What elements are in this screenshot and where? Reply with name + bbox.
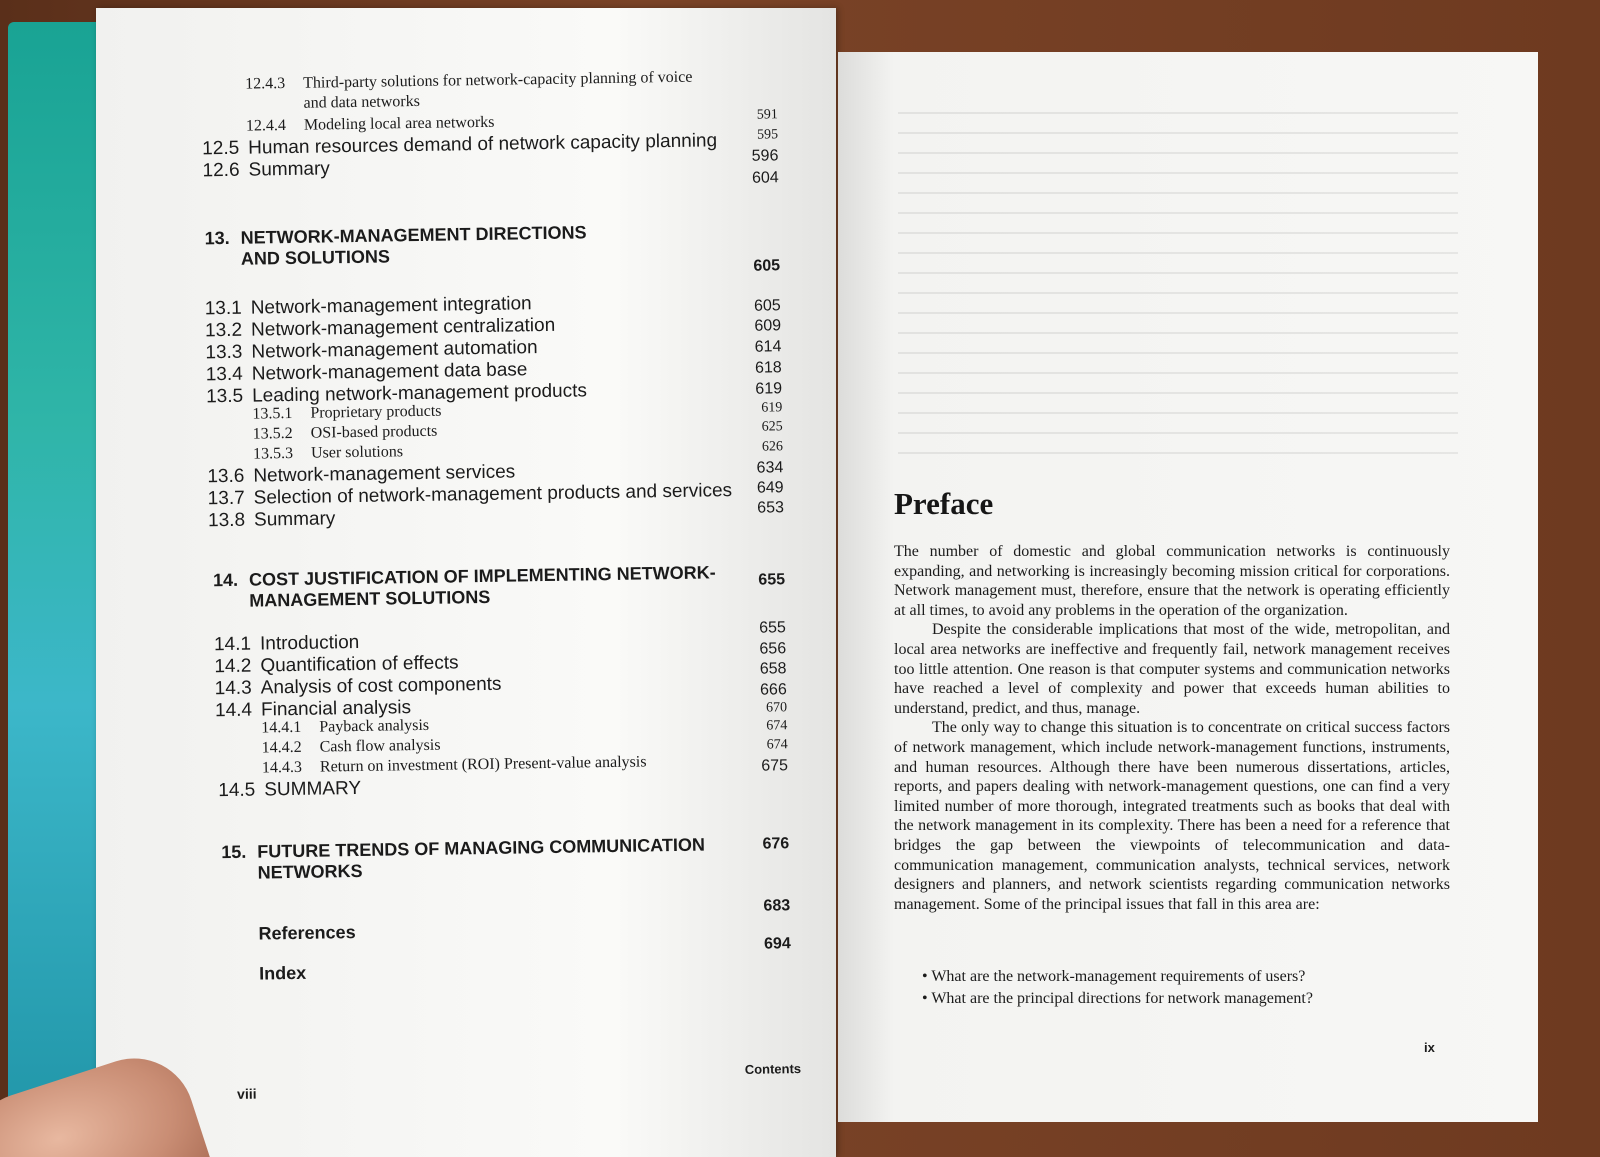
toc-page-number: 595 [756,127,779,143]
toc-page-number: 694 [763,935,791,953]
toc-page-number: 625 [761,419,783,435]
toc-entry: 14.4 Financial analysis [214,697,412,722]
toc-page-number: 674 [766,737,788,753]
toc-page-number: 655 [758,619,786,637]
toc-chapter: 14. COST JUSTIFICATION OF IMPLEMENTING NETWORK- [212,562,716,591]
toc-entry: 13.8 Summary [207,508,336,532]
toc-page-number: 666 [759,681,787,699]
toc-page-number: 655 [758,571,786,589]
toc-chapter: 15. FUTURE TRENDS OF MANAGING COMMUNICATION [221,834,706,863]
toc-chapter: MANAGEMENT SOLUTIONS [249,586,491,611]
toc-references: References [258,922,356,944]
toc-entry: 13.1 Network-management integration [204,293,532,320]
toc-entry: and data networks [303,92,421,112]
bleed-through-text [898,112,1458,472]
paragraph: Despite the considerable implications that most of the wide, metropolitan, and local area networks are ineffective and frequently fail, network management receives too little attention. One reason is that computer systems and communication networks have reached a level of complexity and power that exceeds human abilities to understand, predict, and thus, manage. [894,621,1450,717]
toc-entry: 14.2 Quantification of effects [214,652,459,678]
toc-entry: 13.5.1 Proprietary products [252,402,442,423]
left-page [96,8,836,1157]
toc-page-number: 605 [753,257,781,275]
toc-page-number: 670 [765,700,788,716]
page-folio: ix [1424,1040,1435,1055]
toc-page-number: 656 [759,640,787,658]
toc-entry: 12.5 Human resources demand of network capacity planning [202,130,718,160]
toc-entry: 12.6 Summary [202,158,331,182]
toc-page-number: 619 [755,380,783,398]
toc-entry: 13.5.3 User solutions [252,443,404,463]
toc-page-number: 658 [759,660,787,678]
toc-page-number: 614 [754,338,782,356]
toc-chapter: NETWORKS [257,860,363,883]
toc-index: Index [259,962,307,984]
toc-entry: 12.4.3 Third-party solutions for network-capacity planning of voice [245,68,693,93]
toc-page-number: 649 [756,479,784,497]
toc-entry: 13.7 Selection of network-management products and services [207,480,733,510]
toc-page-number: 618 [754,359,782,377]
toc-entry: 13.3 Network-management automation [205,337,538,364]
paragraph: The number of domestic and global communication networks is continuously expanding, and networking is increasingly becoming mission critical for corporations. Network management must, therefore, ensure that the network is operating efficiently at all times, to avoid any problems in the operation of the organization. [894,543,1450,619]
table-of-contents [96,0,854,1157]
toc-entry: 13.5.2 OSI-based products [252,422,438,443]
bullet-list [922,966,1313,1010]
toc-page-number: 591 [756,107,778,123]
preface-body [894,542,1450,914]
toc-entry: 14.4.2 Cash flow analysis [261,736,441,757]
toc-page-number: 683 [763,897,791,915]
toc-entry: 14.4.1 Payback analysis [261,716,430,737]
toc-entry: 14.3 Analysis of cost components [214,673,502,700]
toc-page-number: 626 [761,439,784,455]
toc-chapter: AND SOLUTIONS [240,246,391,269]
list-item: • What are the principal directions for network management? [922,988,1313,1010]
toc-entry: 13.5 Leading network-management products [205,380,588,408]
right-page [838,52,1538,1122]
toc-entry: 13.4 Network-management data base [205,359,528,386]
list-item: • What are the network-management requirements of users? [922,966,1313,988]
toc-page-number: 596 [751,147,779,165]
page-folio: viii [236,1085,257,1102]
toc-entry: 14.1 Introduction [213,631,360,656]
toc-page-number: 653 [757,499,785,517]
toc-page-number: 619 [761,400,783,416]
toc-page-number: 605 [753,297,781,315]
page-title: Preface [894,486,994,521]
toc-entry: 14.5 SUMMARY [218,777,362,802]
toc-page-number: 609 [754,317,782,335]
toc-entry: 13.2 Network-management centralization [204,314,556,342]
running-head: Contents [744,1061,802,1077]
paragraph: The only way to change this situation is to concentrate on critical success factors of network management, which include network-management functions, instruments, and human resources. Although there have been numerous dissertations, articles, reports, and papers dealing with network-management questions, one can find a very limited number of more thorough, integrated treatments such as books that deal with the network management in its complexity. There has been a need for a reference that bridges the gap between the viewpoints of telecommunication and data-communication management, communication analysts, technical services, network designers and planners, and network scientists regarding communication networks management. Some of the principal issues that fall in this area are: [894,719,1450,913]
toc-entry: 14.4.3 Return on investment (ROI) Present-value analysis [261,753,647,777]
toc-entry: 12.4.4 Modeling local area networks [245,113,495,135]
toc-entry: 13.6 Network-management services [207,461,516,488]
toc-page-number: 604 [751,169,779,187]
toc-page-number: 674 [766,718,788,734]
toc-page-number: 675 [761,757,789,775]
toc-page-number: 676 [762,835,790,853]
toc-page-number: 634 [756,459,784,477]
toc-chapter: 13. NETWORK-MANAGEMENT DIRECTIONS [204,222,587,249]
